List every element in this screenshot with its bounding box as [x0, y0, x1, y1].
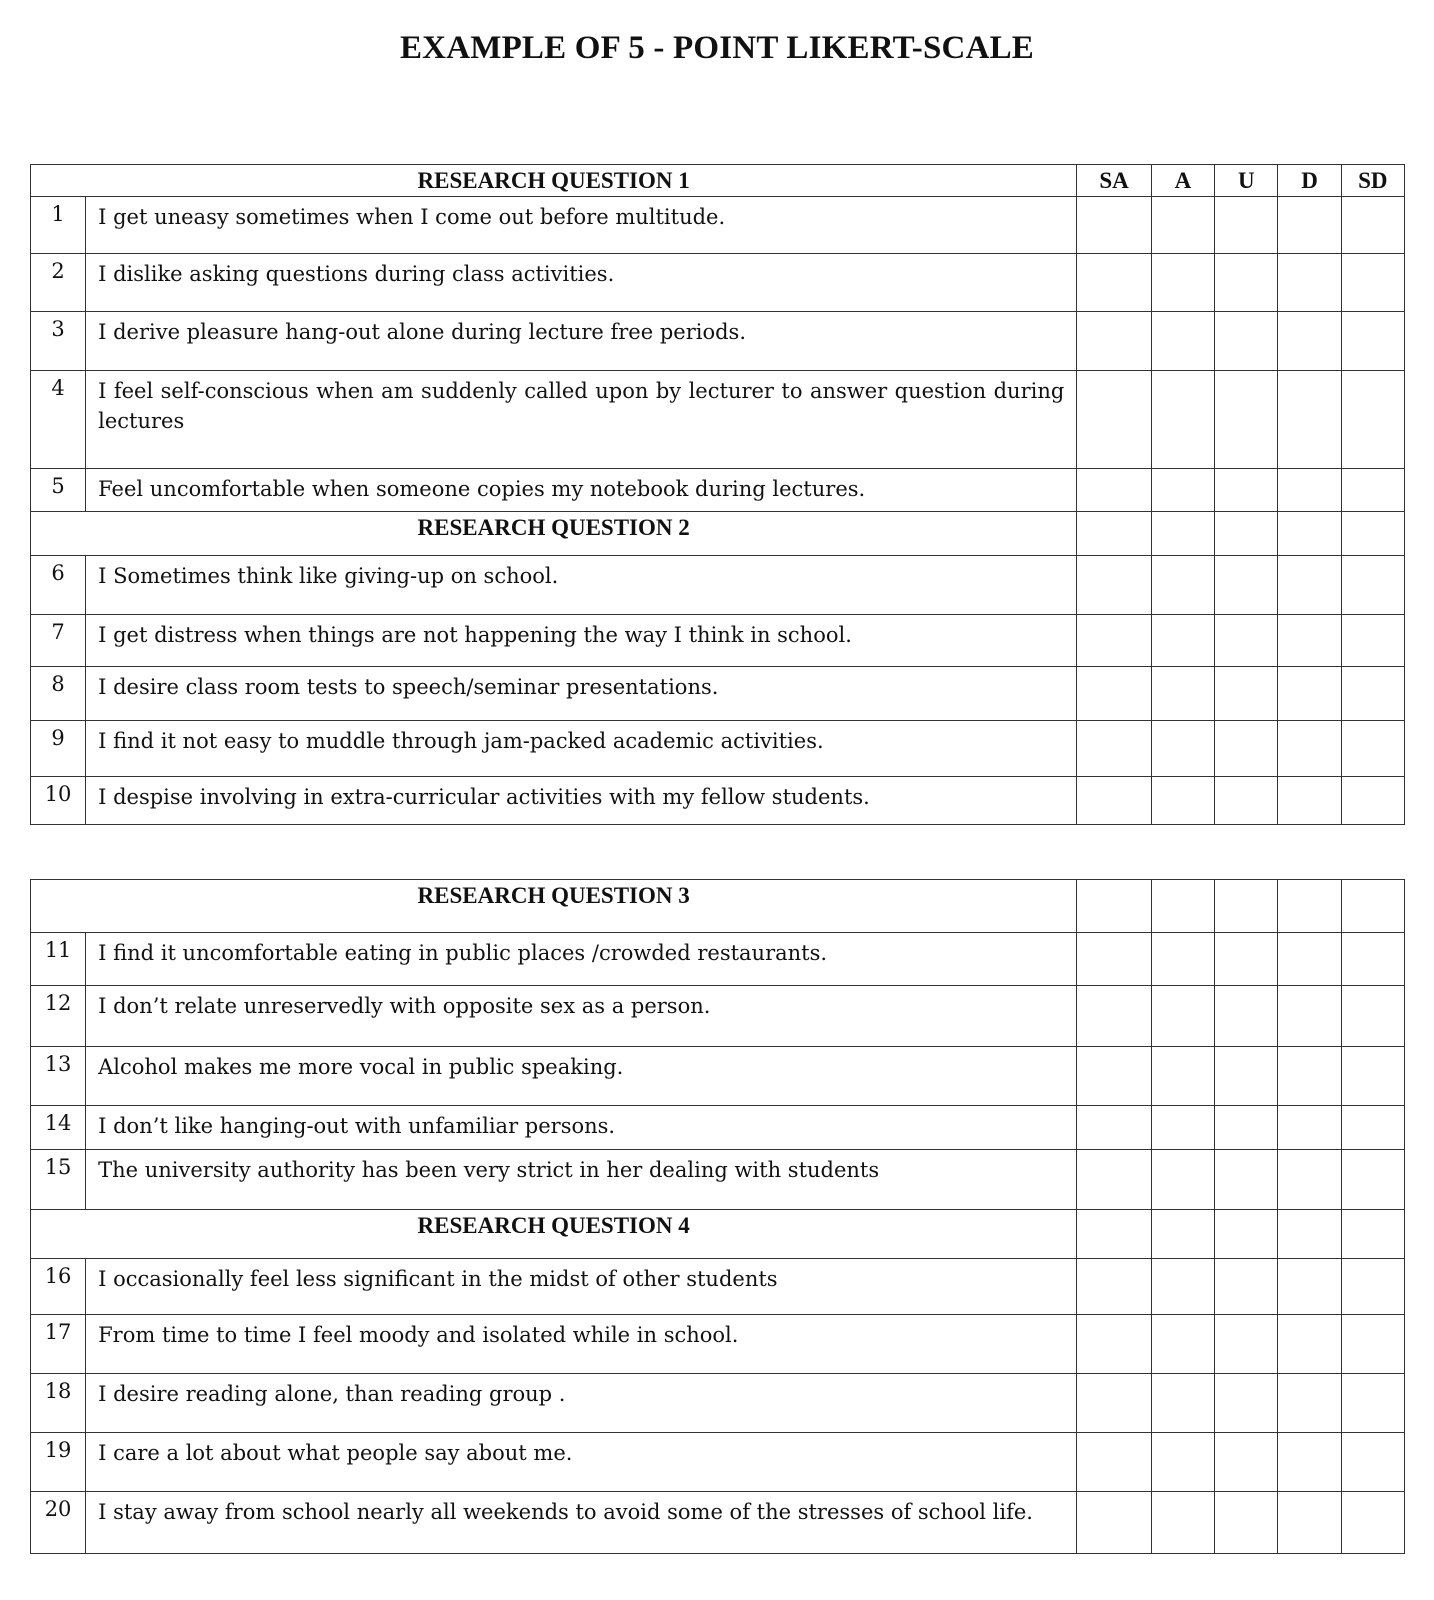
response-cell-d[interactable] [1278, 1150, 1341, 1210]
response-cell-a[interactable] [1151, 254, 1214, 312]
response-cell-sa[interactable] [1077, 1315, 1152, 1374]
response-cell-u[interactable] [1215, 312, 1278, 371]
item-statement: Alcohol makes me more vocal in public speaking. [86, 1047, 1077, 1106]
item-statement: I don’t like hanging-out with unfamiliar persons. [86, 1106, 1077, 1150]
response-cell-sa[interactable] [1077, 1259, 1152, 1315]
response-cell-sa[interactable] [1077, 371, 1152, 469]
response-cell-u[interactable] [1215, 933, 1278, 986]
blank-cell [1215, 1210, 1278, 1259]
response-cell-sd[interactable] [1341, 1492, 1404, 1554]
section-header-row [31, 165, 1405, 197]
item-statement: I derive pleasure hang-out alone during lecture free periods. [86, 312, 1077, 371]
item-statement: Feel uncomfortable when someone copies my notebook during lectures. [86, 469, 1077, 512]
section-heading-rq4: RESEARCH QUESTION 4 [31, 1210, 1077, 1259]
response-cell-d[interactable] [1278, 986, 1341, 1047]
response-cell-d[interactable] [1278, 721, 1341, 777]
blank-cell [1341, 880, 1404, 933]
response-cell-u[interactable] [1215, 1259, 1278, 1315]
table-row [31, 1259, 1405, 1315]
blank-cell [1077, 1210, 1152, 1259]
response-cell-u[interactable] [1215, 721, 1278, 777]
response-cell-a[interactable] [1151, 197, 1214, 254]
item-statement: I despise involving in extra-curricular activities with my fellow students. [86, 777, 1077, 825]
response-cell-d[interactable] [1278, 312, 1341, 371]
response-cell-d[interactable] [1278, 1315, 1341, 1374]
item-number: 14 [31, 1106, 86, 1150]
item-number: 9 [31, 721, 86, 777]
response-cell-u[interactable] [1215, 1047, 1278, 1106]
response-cell-a[interactable] [1151, 667, 1214, 721]
table-row [31, 371, 1405, 469]
response-cell-d[interactable] [1278, 1492, 1341, 1554]
table-row [31, 312, 1405, 371]
table-row [31, 1106, 1405, 1150]
response-cell-u[interactable] [1215, 556, 1278, 615]
item-number: 2 [31, 254, 86, 312]
response-cell-sd[interactable] [1341, 197, 1404, 254]
response-cell-a[interactable] [1151, 721, 1214, 777]
response-cell-d[interactable] [1278, 777, 1341, 825]
response-cell-a[interactable] [1151, 469, 1214, 512]
item-number: 8 [31, 667, 86, 721]
item-number: 4 [31, 371, 86, 469]
response-cell-u[interactable] [1215, 371, 1278, 469]
response-cell-u[interactable] [1215, 1433, 1278, 1492]
response-cell-d[interactable] [1278, 1106, 1341, 1150]
response-cell-sa[interactable] [1077, 777, 1152, 825]
response-cell-d[interactable] [1278, 615, 1341, 667]
item-number: 11 [31, 933, 86, 986]
response-cell-u[interactable] [1215, 615, 1278, 667]
response-cell-sa[interactable] [1077, 254, 1152, 312]
response-cell-a[interactable] [1151, 1374, 1214, 1433]
response-cell-d[interactable] [1278, 197, 1341, 254]
table-row [31, 615, 1405, 667]
item-number: 6 [31, 556, 86, 615]
response-cell-sd[interactable] [1341, 254, 1404, 312]
response-cell-sd[interactable] [1341, 615, 1404, 667]
likert-table-part-2 [30, 879, 1405, 1554]
item-number: 5 [31, 469, 86, 512]
response-cell-d[interactable] [1278, 556, 1341, 615]
item-statement: I feel self-conscious when am suddenly called upon by lecturer to answer question during lectures [86, 371, 1077, 469]
response-cell-sd[interactable] [1341, 721, 1404, 777]
item-statement: The university authority has been very strict in her dealing with students [86, 1150, 1077, 1210]
response-cell-u[interactable] [1215, 986, 1278, 1047]
response-cell-a[interactable] [1151, 312, 1214, 371]
response-cell-u[interactable] [1215, 777, 1278, 825]
table-row [31, 254, 1405, 312]
item-number: 19 [31, 1433, 86, 1492]
response-cell-a[interactable] [1151, 1259, 1214, 1315]
table-row [31, 1492, 1405, 1554]
table-row [31, 1150, 1405, 1210]
section-heading-rq1: RESEARCH QUESTION 1 [31, 165, 1077, 197]
item-statement: I desire class room tests to speech/seminar presentations. [86, 667, 1077, 721]
response-cell-u[interactable] [1215, 1315, 1278, 1374]
response-cell-sa[interactable] [1077, 1433, 1152, 1492]
section-header-row [31, 880, 1405, 933]
response-cell-sd[interactable] [1341, 312, 1404, 371]
blank-cell [1151, 1210, 1214, 1259]
response-cell-a[interactable] [1151, 1106, 1214, 1150]
response-cell-u[interactable] [1215, 1492, 1278, 1554]
item-statement: I Sometimes think like giving-up on school. [86, 556, 1077, 615]
blank-cell [1077, 880, 1152, 933]
item-number: 18 [31, 1374, 86, 1433]
response-cell-sd[interactable] [1341, 933, 1404, 986]
response-cell-a[interactable] [1151, 1315, 1214, 1374]
item-number: 13 [31, 1047, 86, 1106]
response-cell-u[interactable] [1215, 469, 1278, 512]
item-statement: I stay away from school nearly all weekends to avoid some of the stresses of school life. [86, 1492, 1077, 1554]
response-cell-d[interactable] [1278, 1374, 1341, 1433]
table-row [31, 1433, 1405, 1492]
response-cell-sd[interactable] [1341, 371, 1404, 469]
table-row [31, 1047, 1405, 1106]
response-cell-sa[interactable] [1077, 615, 1152, 667]
page-title: EXAMPLE OF 5 - POINT LIKERT-SCALE [399, 30, 1035, 66]
response-cell-a[interactable] [1151, 371, 1214, 469]
response-cell-sd[interactable] [1341, 1433, 1404, 1492]
response-cell-sa[interactable] [1077, 197, 1152, 254]
response-cell-a[interactable] [1151, 933, 1214, 986]
scale-header-u: U [1215, 165, 1278, 197]
blank-cell [1151, 880, 1214, 933]
item-number: 15 [31, 1150, 86, 1210]
response-cell-sd[interactable] [1341, 1047, 1404, 1106]
item-statement: I don’t relate unreservedly with opposite sex as a person. [86, 986, 1077, 1047]
response-cell-a[interactable] [1151, 615, 1214, 667]
response-cell-u[interactable] [1215, 254, 1278, 312]
response-cell-u[interactable] [1215, 197, 1278, 254]
response-cell-a[interactable] [1151, 1492, 1214, 1554]
item-statement: I get uneasy sometimes when I come out before multitude. [86, 197, 1077, 254]
item-statement: From time to time I feel moody and isolated while in school. [86, 1315, 1077, 1374]
scale-header-sa: SA [1077, 165, 1152, 197]
response-cell-a[interactable] [1151, 986, 1214, 1047]
response-cell-a[interactable] [1151, 1047, 1214, 1106]
table-row [31, 1374, 1405, 1433]
table-row [31, 1315, 1405, 1374]
response-cell-sd[interactable] [1341, 1106, 1404, 1150]
table-row [31, 556, 1405, 615]
item-statement: I care a lot about what people say about me. [86, 1433, 1077, 1492]
item-number: 3 [31, 312, 86, 371]
response-cell-sa[interactable] [1077, 1106, 1152, 1150]
response-cell-sa[interactable] [1077, 556, 1152, 615]
item-number: 10 [31, 777, 86, 825]
response-cell-u[interactable] [1215, 1150, 1278, 1210]
response-cell-sa[interactable] [1077, 469, 1152, 512]
item-number: 17 [31, 1315, 86, 1374]
blank-cell [1341, 512, 1404, 556]
item-number: 1 [31, 197, 86, 254]
item-number: 12 [31, 986, 86, 1047]
response-cell-sa[interactable] [1077, 667, 1152, 721]
response-cell-sd[interactable] [1341, 1315, 1404, 1374]
response-cell-a[interactable] [1151, 1150, 1214, 1210]
response-cell-sd[interactable] [1341, 469, 1404, 512]
item-number: 16 [31, 1259, 86, 1315]
scale-header-sd: SD [1341, 165, 1404, 197]
table-row [31, 933, 1405, 986]
response-cell-d[interactable] [1278, 933, 1341, 986]
response-cell-d[interactable] [1278, 1433, 1341, 1492]
response-cell-a[interactable] [1151, 777, 1214, 825]
response-cell-sa[interactable] [1077, 1150, 1152, 1210]
table-row [31, 986, 1405, 1047]
response-cell-sa[interactable] [1077, 986, 1152, 1047]
blank-cell [1278, 1210, 1341, 1259]
scale-header-a: A [1151, 165, 1214, 197]
response-cell-sa[interactable] [1077, 1047, 1152, 1106]
table-row [31, 469, 1405, 512]
blank-cell [1278, 880, 1341, 933]
response-cell-sd[interactable] [1341, 1259, 1404, 1315]
table-row [31, 667, 1405, 721]
response-cell-d[interactable] [1278, 667, 1341, 721]
table-row [31, 721, 1405, 777]
response-cell-sd[interactable] [1341, 1374, 1404, 1433]
item-statement: I get distress when things are not happening the way I think in school. [86, 615, 1077, 667]
item-number: 7 [31, 615, 86, 667]
response-cell-sa[interactable] [1077, 312, 1152, 371]
response-cell-u[interactable] [1215, 1374, 1278, 1433]
response-cell-sa[interactable] [1077, 1374, 1152, 1433]
response-cell-d[interactable] [1278, 1259, 1341, 1315]
response-cell-a[interactable] [1151, 556, 1214, 615]
scale-header-d: D [1278, 165, 1341, 197]
response-cell-u[interactable] [1215, 667, 1278, 721]
item-statement: I find it uncomfortable eating in public places /crowded restaurants. [86, 933, 1077, 986]
response-cell-a[interactable] [1151, 1433, 1214, 1492]
response-cell-sd[interactable] [1341, 556, 1404, 615]
response-cell-d[interactable] [1278, 254, 1341, 312]
response-cell-u[interactable] [1215, 1106, 1278, 1150]
response-cell-sa[interactable] [1077, 1492, 1152, 1554]
section-heading-rq2: RESEARCH QUESTION 2 [31, 512, 1077, 556]
response-cell-d[interactable] [1278, 469, 1341, 512]
response-cell-sd[interactable] [1341, 986, 1404, 1047]
section-header-row [31, 512, 1405, 556]
response-cell-sd[interactable] [1341, 1150, 1404, 1210]
response-cell-sd[interactable] [1341, 667, 1404, 721]
section-heading-rq3: RESEARCH QUESTION 3 [31, 880, 1077, 933]
table-row [31, 777, 1405, 825]
blank-cell [1077, 512, 1152, 556]
response-cell-d[interactable] [1278, 371, 1341, 469]
response-cell-sa[interactable] [1077, 721, 1152, 777]
response-cell-d[interactable] [1278, 1047, 1341, 1106]
likert-table-part-1 [30, 164, 1405, 825]
blank-cell [1215, 512, 1278, 556]
item-statement: I find it not easy to muddle through jam-packed academic activities. [86, 721, 1077, 777]
item-number: 20 [31, 1492, 86, 1554]
section-header-row [31, 1210, 1405, 1259]
item-statement: I dislike asking questions during class activities. [86, 254, 1077, 312]
response-cell-sd[interactable] [1341, 777, 1404, 825]
item-statement: I desire reading alone, than reading group . [86, 1374, 1077, 1433]
blank-cell [1151, 512, 1214, 556]
response-cell-sa[interactable] [1077, 933, 1152, 986]
blank-cell [1215, 880, 1278, 933]
item-statement: I occasionally feel less significant in the midst of other students [86, 1259, 1077, 1315]
blank-cell [1278, 512, 1341, 556]
blank-cell [1341, 1210, 1404, 1259]
table-row [31, 197, 1405, 254]
